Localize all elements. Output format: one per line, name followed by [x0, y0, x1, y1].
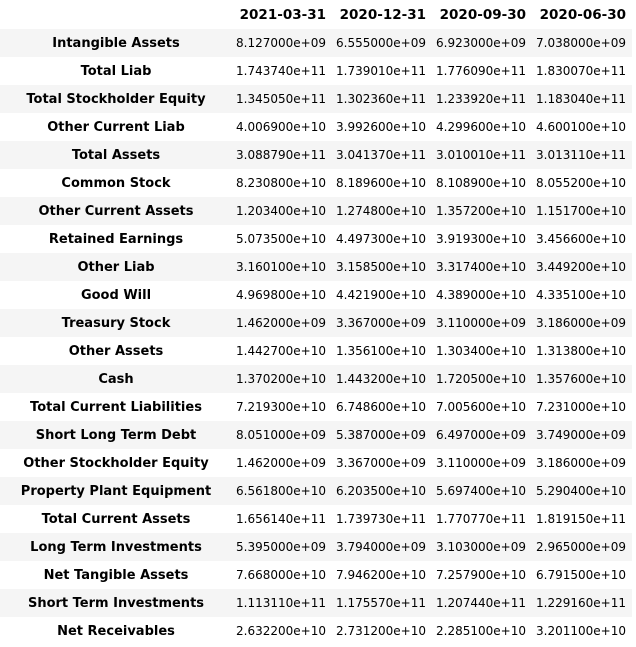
- table-cell: 7.231000e+10: [536, 400, 626, 414]
- row-label: Retained Earnings: [48, 231, 184, 247]
- table-cell: 4.421900e+10: [336, 288, 426, 302]
- table-row: [0, 281, 632, 309]
- table-cell: 1.442700e+10: [236, 344, 326, 358]
- table-cell: 2.965000e+09: [536, 540, 626, 554]
- table-row: [0, 533, 632, 561]
- table-cell: 6.791500e+10: [536, 568, 626, 582]
- table-cell: 3.749000e+09: [536, 428, 626, 442]
- table-cell: 1.739730e+11: [336, 512, 426, 526]
- table-cell: 6.748600e+10: [336, 400, 426, 414]
- table-cell: 1.303400e+10: [436, 344, 526, 358]
- table-cell: 1.313800e+10: [536, 344, 626, 358]
- table-cell: 7.257900e+10: [436, 568, 526, 582]
- table-body: [0, 29, 632, 645]
- table-row: [0, 561, 632, 589]
- table-cell: 7.668000e+10: [236, 568, 326, 582]
- table-cell: 3.110000e+09: [436, 316, 526, 330]
- table-cell: 5.073500e+10: [236, 232, 326, 246]
- table-cell: 4.497300e+10: [336, 232, 426, 246]
- table-cell: 3.088790e+11: [236, 148, 326, 162]
- table-row: [0, 141, 632, 169]
- table-cell: 1.356100e+10: [336, 344, 426, 358]
- table-cell: 5.290400e+10: [536, 484, 626, 498]
- row-label: Common Stock: [61, 175, 171, 191]
- row-label: Total Current Liabilities: [30, 399, 202, 415]
- table-cell: 3.919300e+10: [436, 232, 526, 246]
- table-cell: 1.770770e+11: [436, 512, 526, 526]
- table-row: [0, 337, 632, 365]
- table-cell: 1.462000e+09: [236, 456, 326, 470]
- table-row: [0, 309, 632, 337]
- table-cell: 4.299600e+10: [436, 120, 526, 134]
- table-cell: 3.110000e+09: [436, 456, 526, 470]
- table-cell: 1.302360e+11: [336, 92, 426, 106]
- row-label: Total Assets: [71, 147, 161, 163]
- table-row: [0, 85, 632, 113]
- row-label: Good Will: [80, 287, 152, 303]
- table-cell: 4.600100e+10: [536, 120, 626, 134]
- table-row: [0, 113, 632, 141]
- table-cell: 1.175570e+11: [336, 596, 426, 610]
- table-row: [0, 393, 632, 421]
- table-cell: 3.456600e+10: [536, 232, 626, 246]
- table-cell: 5.395000e+09: [236, 540, 326, 554]
- row-label: Other Current Assets: [38, 203, 194, 219]
- table-cell: 3.013110e+11: [536, 148, 626, 162]
- table-cell: 1.776090e+11: [436, 64, 526, 78]
- table-cell: 3.186000e+09: [536, 316, 626, 330]
- row-label: Other Liab: [77, 259, 155, 275]
- table-cell: 1.203400e+10: [236, 204, 326, 218]
- row-label: Property Plant Equipment: [20, 483, 212, 499]
- table-row: [0, 57, 632, 85]
- row-label: Long Term Investments: [30, 539, 202, 555]
- table-cell: 3.010010e+11: [436, 148, 526, 162]
- table-cell: 1.151700e+10: [536, 204, 626, 218]
- table-cell: 1.274800e+10: [336, 204, 426, 218]
- table-cell: 1.720500e+10: [436, 372, 526, 386]
- row-label: Short Term Investments: [27, 595, 205, 611]
- table-cell: 1.113110e+11: [236, 596, 326, 610]
- table-cell: 1.233920e+11: [436, 92, 526, 106]
- table-cell: 8.108900e+10: [436, 176, 526, 190]
- row-label: Other Current Liab: [47, 119, 185, 135]
- table-cell: 3.041370e+11: [336, 148, 426, 162]
- table-cell: 5.697400e+10: [436, 484, 526, 498]
- row-label: Other Assets: [68, 343, 164, 359]
- table-cell: 3.103000e+09: [436, 540, 526, 554]
- table-cell: 1.229160e+11: [536, 596, 626, 610]
- table-cell: 5.387000e+09: [336, 428, 426, 442]
- table-cell: 7.946200e+10: [336, 568, 426, 582]
- row-label: Total Liab: [80, 63, 152, 79]
- table-cell: 3.158500e+10: [336, 260, 426, 274]
- table-cell: 2.285100e+10: [436, 624, 526, 638]
- table-cell: 1.183040e+11: [536, 92, 626, 106]
- table-cell: 6.497000e+09: [436, 428, 526, 442]
- table-row: [0, 365, 632, 393]
- table-row: [0, 505, 632, 533]
- table-cell: 8.230800e+10: [236, 176, 326, 190]
- table-cell: 8.189600e+10: [336, 176, 426, 190]
- table-row: [0, 449, 632, 477]
- table-row: [0, 421, 632, 449]
- column-header: 2020-06-30: [539, 6, 626, 23]
- row-label: Total Current Assets: [41, 511, 191, 527]
- column-header: 2021-03-31: [239, 6, 326, 23]
- table-cell: 6.203500e+10: [336, 484, 426, 498]
- table-cell: 4.006900e+10: [236, 120, 326, 134]
- table-header: [0, 0, 632, 29]
- table-cell: 6.555000e+09: [336, 36, 426, 50]
- row-label: Total Stockholder Equity: [26, 91, 206, 107]
- table-cell: 1.443200e+10: [336, 372, 426, 386]
- table-cell: 4.969800e+10: [236, 288, 326, 302]
- table-cell: 7.005600e+10: [436, 400, 526, 414]
- table-cell: 3.160100e+10: [236, 260, 326, 274]
- table-cell: 4.335100e+10: [536, 288, 626, 302]
- table-row: [0, 253, 632, 281]
- table-row: [0, 589, 632, 617]
- table-row: [0, 225, 632, 253]
- row-label: Net Tangible Assets: [43, 567, 189, 583]
- header-row: [0, 0, 632, 29]
- index-header: [0, 0, 232, 29]
- row-label: Short Long Term Debt: [35, 427, 197, 443]
- table-cell: 7.219300e+10: [236, 400, 326, 414]
- table-cell: 3.367000e+09: [336, 456, 426, 470]
- table-cell: 1.345050e+11: [236, 92, 326, 106]
- table-cell: 8.127000e+09: [236, 36, 326, 50]
- table-cell: 2.632200e+10: [236, 624, 326, 638]
- table-cell: 1.207440e+11: [436, 596, 526, 610]
- table-cell: 1.819150e+11: [536, 512, 626, 526]
- table-cell: 3.367000e+09: [336, 316, 426, 330]
- table-cell: 1.743740e+11: [236, 64, 326, 78]
- table-cell: 8.055200e+10: [536, 176, 626, 190]
- table-cell: 6.561800e+10: [236, 484, 326, 498]
- table-cell: 3.317400e+10: [436, 260, 526, 274]
- row-label: Other Stockholder Equity: [23, 455, 209, 471]
- row-label: Intangible Assets: [52, 35, 180, 51]
- table-cell: 2.731200e+10: [336, 624, 426, 638]
- table-cell: 4.389000e+10: [436, 288, 526, 302]
- table-cell: 1.357600e+10: [536, 372, 626, 386]
- table-cell: 3.992600e+10: [336, 120, 426, 134]
- table-cell: 3.794000e+09: [336, 540, 426, 554]
- table-cell: 3.186000e+09: [536, 456, 626, 470]
- row-label: Cash: [98, 371, 134, 387]
- table-cell: 1.357200e+10: [436, 204, 526, 218]
- table-cell: 1.739010e+11: [336, 64, 426, 78]
- row-label: Treasury Stock: [61, 315, 171, 331]
- table-cell: 8.051000e+09: [236, 428, 326, 442]
- table-row: [0, 197, 632, 225]
- table-cell: 1.370200e+10: [236, 372, 326, 386]
- table-cell: 1.830070e+11: [536, 64, 626, 78]
- table-row: [0, 617, 632, 645]
- table-cell: 7.038000e+09: [536, 36, 626, 50]
- table-cell: 1.656140e+11: [236, 512, 326, 526]
- table-cell: 3.449200e+10: [536, 260, 626, 274]
- table-row: [0, 477, 632, 505]
- table-row: [0, 29, 632, 57]
- table-cell: 6.923000e+09: [436, 36, 526, 50]
- table-row: [0, 169, 632, 197]
- row-label: Net Receivables: [57, 623, 175, 639]
- table-cell: 1.462000e+09: [236, 316, 326, 330]
- column-header: 2020-12-31: [339, 6, 426, 23]
- table-cell: 3.201100e+10: [536, 624, 626, 638]
- column-header: 2020-09-30: [439, 6, 526, 23]
